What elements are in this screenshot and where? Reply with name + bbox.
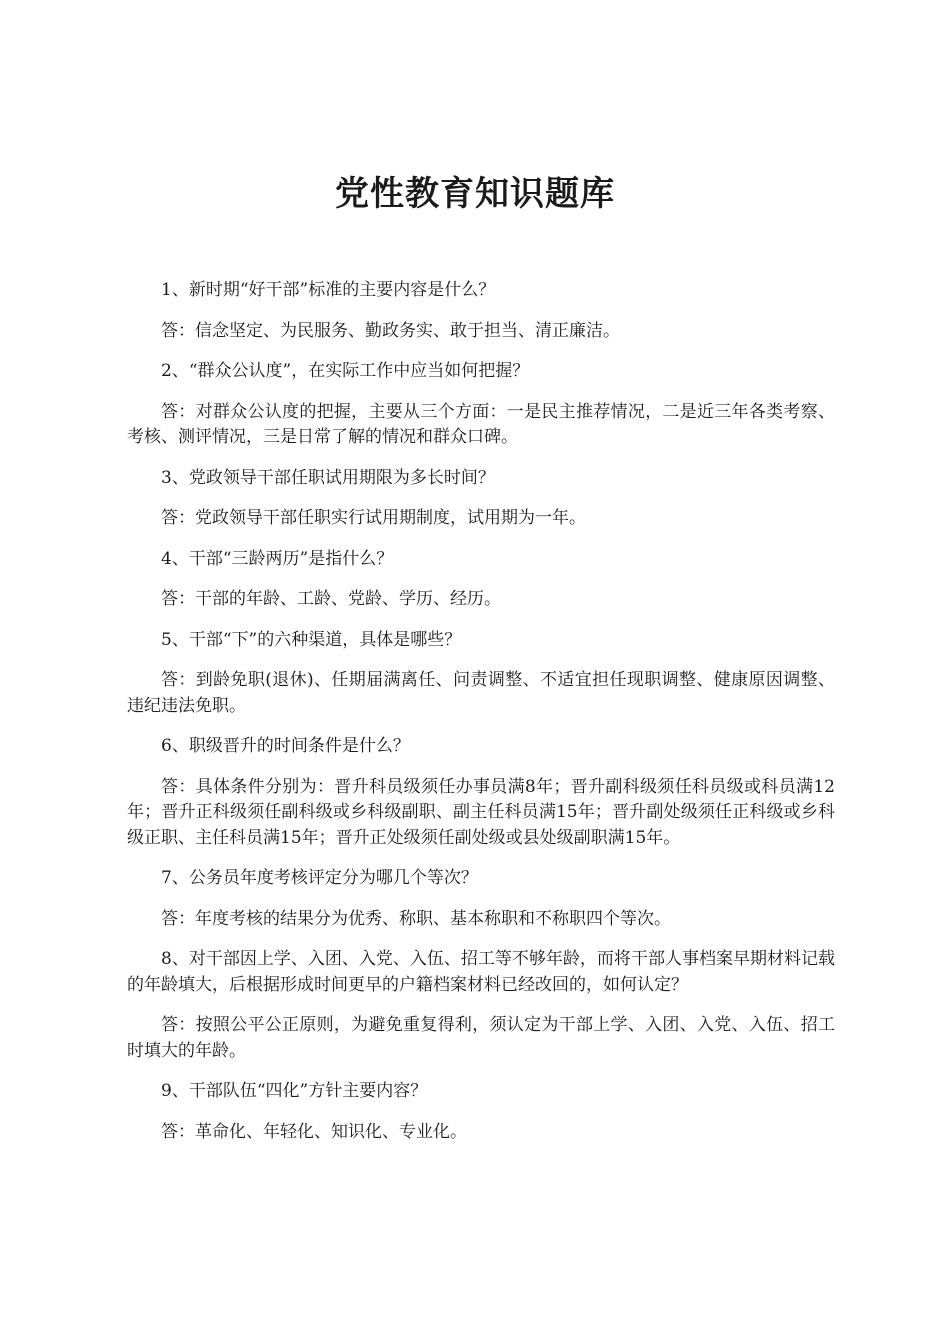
question-4: 4、干部“三龄两历”是指什么？	[161, 548, 394, 569]
answer-3: 答：党政领导干部任职实行试用期制度，试用期为一年。	[161, 508, 586, 528]
answer-5: 答：到龄免职(退休)、任期届满离任、问责调整、不适宜担任现职调整、健康原因调整、违纪违法免职。	[127, 670, 835, 716]
question-5: 5、干部“下”的六种渠道，具体是哪些？	[161, 629, 462, 650]
question-1: 1、新时期“好干部”标准的主要内容是什么？	[161, 280, 496, 300]
question-7: 7、公务员年度考核评定分为哪几个等次？	[161, 868, 478, 888]
answer-6: 答：具体条件分别为：晋升科员级须任办事员满8年；晋升副科级须任科员级或科员满12年；晋升正科级须任副科级或乡科级副职、副主任科员满15年；晋升副处级须任正科级或乡科级正职、主任科员满15年；晋升正处级须任副处级或县处级副职满15年。	[127, 776, 835, 848]
answer-7: 答：年度考核的结果分为优秀、称职、基本称职和不称职四个等次。	[161, 908, 671, 929]
answer-1: 答：信念坚定、为民服务、勤政务实、敢于担当、清正廉洁。	[161, 320, 620, 341]
question-3: 3、党政领导干部任职试用期限为多长时间？	[161, 467, 495, 488]
question-6: 6、职级晋升的时间条件是什么？	[161, 736, 410, 756]
document-body	[127, 278, 835, 1160]
question-9: 9、干部队伍“四化”方针主要内容？	[161, 1081, 428, 1101]
question-2: 2、“群众公认度”，在实际工作中应当如何把握？	[161, 361, 530, 381]
answer-9: 答：革命化、年轻化、知识化、专业化。	[161, 1121, 467, 1142]
answer-2: 答：对群众公认度的把握，主要从三个方面：一是民主推荐情况，二是近三年各类考察、考核、测评情况，三是日常了解的情况和群众口碑。	[127, 401, 835, 447]
question-8: 8、对干部因上学、入团、入党、入伍、招工等不够年龄，而将干部人事档案早期材料记载的年龄填大，后根据形成时间更早的户籍档案材料已经改回的，如何认定？	[127, 949, 835, 995]
answer-4: 答：干部的年龄、工龄、党龄、学历、经历。	[161, 589, 501, 609]
document-title: 党性教育知识题库	[335, 174, 615, 214]
answer-8: 答：按照公平公正原则，为避免重复得利，须认定为干部上学、入团、入党、入伍、招工时填大的年龄。	[127, 1015, 835, 1061]
